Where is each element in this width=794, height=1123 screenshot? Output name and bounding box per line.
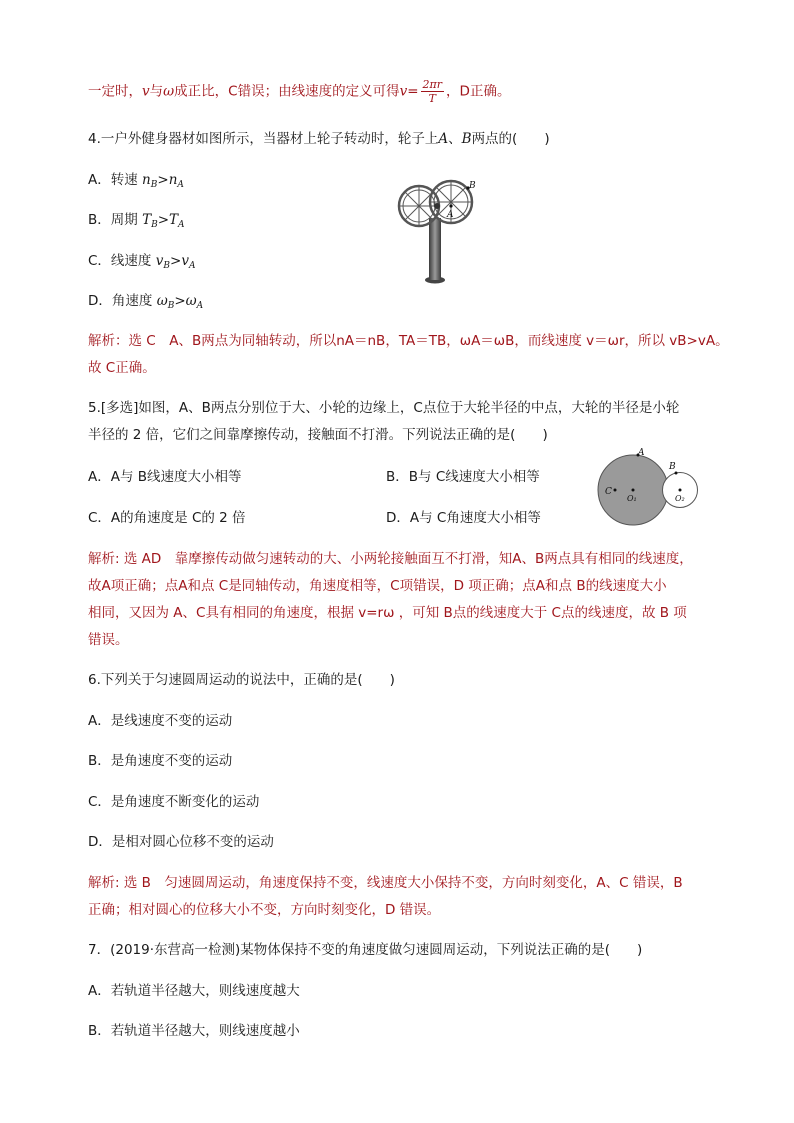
q5-analysis-4: 错误。 (88, 632, 129, 648)
option-sub: B (167, 301, 175, 311)
q4-stem-end: 两点的( ) (471, 131, 550, 147)
option-label: C．线速度 (88, 253, 152, 269)
option-var: v (155, 253, 164, 269)
option-label: B．周期 (88, 212, 138, 228)
label-c: C (605, 487, 612, 497)
q6-option-a: A．是线速度不变的运动 (88, 713, 233, 729)
intro-line (88, 78, 510, 105)
q7-stem: 7．(2019·东营高一检测)某物体保持不变的角速度做匀速圆周运动，下列说法正确的是( ) (88, 942, 643, 958)
q5-option-a: A．A与 B线速度大小相等 (88, 469, 242, 485)
q6-option-d: D．是相对圆心位移不变的运动 (88, 834, 274, 850)
q4-point-b: B (461, 131, 472, 147)
center-o2 (679, 489, 682, 492)
intro-fraction (421, 78, 445, 105)
intro-eq: = (407, 83, 419, 100)
option-rel: > (157, 172, 169, 188)
option-sub: B (163, 261, 170, 271)
two-wheels-figure (592, 448, 702, 528)
intro-var-omega: ω (163, 83, 175, 100)
option-sub: B (151, 220, 158, 230)
label-b: B (469, 181, 476, 191)
q6-stem: 6.下列关于匀速圆周运动的说法中，正确的是( ) (88, 672, 395, 688)
label-o2: O₂ (675, 494, 685, 503)
q4-analysis-2: 故 C正确。 (88, 360, 156, 376)
option-var: v (181, 253, 189, 269)
label-b: B (669, 462, 676, 472)
q4-option-b (88, 210, 185, 230)
q4-stem-text: 4.一户外健身器材如图所示，当器材上轮子转动时，轮子上 (88, 131, 439, 147)
option-label: A．转速 (88, 172, 138, 188)
option-rel: > (170, 253, 182, 269)
q4-analysis-1: 解析：选 C A、B两点为同轴转动，所以nA＝nB，TA＝TB，ωA＝ωB，而线速度 v＝ωr，所以 vB>vA。 (88, 333, 729, 349)
q4-option-a (88, 170, 184, 190)
q4-sep: 、 (448, 131, 462, 147)
q4-stem (88, 129, 550, 149)
option-label: D．角速度 (88, 293, 153, 309)
fraction-numerator: 2πr (422, 78, 443, 91)
q5-option-c: C．A的角速度是 C的 2 倍 (88, 510, 246, 526)
option-sub: A (188, 261, 196, 271)
point-c (614, 489, 617, 492)
q5-option-d: D．A与 C角速度大小相等 (386, 510, 541, 526)
pole (429, 218, 441, 280)
option-sub: A (177, 180, 184, 190)
hub (434, 203, 440, 209)
q6-analysis-2: 正确；相对圆心的位移大小不变，方向时刻变化，D 错误。 (88, 902, 441, 918)
label-o1: O₁ (627, 494, 637, 503)
intro-var-v2: v (399, 83, 408, 100)
option-var: T (169, 212, 179, 228)
q5-stem-1: 5.[多选]如图，A、B两点分别位于大、小轮的边缘上，C点位于大轮半径的中点，大轮的半径是小轮 (88, 400, 680, 416)
q4-option-c (88, 251, 195, 271)
q5-analysis-2: 故A项正确；点A和点 C是同轴传动，角速度相等，C项错误，D 项正确；点A和点 B的线速度大小 (88, 578, 667, 594)
option-var: T (142, 212, 152, 228)
q6-option-b: B．是角速度不变的运动 (88, 753, 233, 769)
option-sub: A (178, 220, 185, 230)
q5-stem-2: 半径的 2 倍，它们之间靠摩擦传动，接触面不打滑。下列说法正确的是( ) (88, 427, 548, 443)
point-a-dot (449, 204, 452, 207)
option-var: ω (156, 293, 168, 309)
fitness-equipment-figure (395, 176, 495, 286)
q5-analysis-1: 解析: 选 AD 靠摩擦传动做匀速转动的大、小两轮接触面互不打滑，知A、B两点具有相同的线速度， (88, 551, 693, 567)
option-var: n (168, 172, 178, 188)
q7-option-b: B．若轨道半径越大，则线速度越小 (88, 1023, 300, 1039)
intro-text-3: 成正比，C错误；由线速度的定义可得 (174, 83, 400, 100)
option-sub: A (196, 301, 204, 311)
q7-option-a: A．若轨道半径越大，则线速度越大 (88, 983, 300, 999)
option-sub: B (150, 180, 158, 190)
intro-text-2: 与 (149, 83, 164, 100)
q5-analysis-3: 相同，又因为 A、C具有相同的角速度，根据 v=rω ，可知 B点的线速度大于 C点的线速度，故 B 项 (88, 605, 687, 621)
intro-text-4: ，D正确。 (446, 83, 511, 100)
intro-text-1: 一定时， (88, 83, 142, 100)
q6-analysis-1: 解析: 选 B 匀速圆周运动，角速度保持不变，线速度大小保持不变，方向时刻变化，A、C 错误，B (88, 875, 683, 891)
q6-option-c: C．是角速度不断变化的运动 (88, 794, 260, 810)
label-a: A (447, 210, 454, 220)
fraction-denominator: T (428, 92, 436, 105)
intro-var-v: v (142, 83, 150, 100)
q4-option-d (88, 291, 203, 311)
option-var: n (142, 172, 151, 188)
q5-option-b: B．B与 C线速度大小相等 (386, 469, 540, 485)
option-rel: > (157, 212, 170, 228)
q4-point-a: A (438, 131, 449, 147)
center-o1 (632, 489, 635, 492)
label-a: A (638, 448, 645, 458)
option-rel: > (174, 293, 186, 309)
option-var: ω (185, 293, 197, 309)
